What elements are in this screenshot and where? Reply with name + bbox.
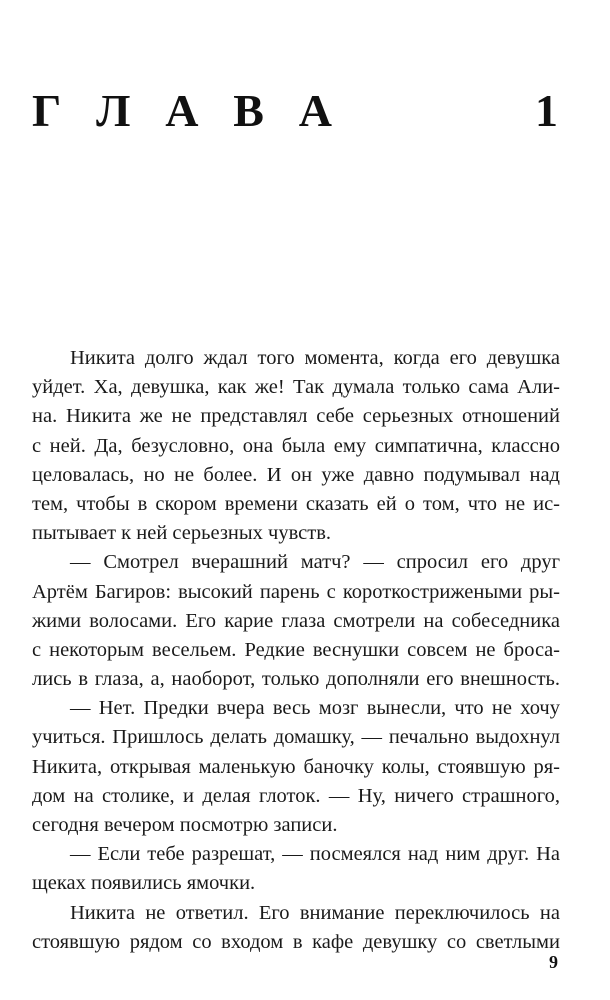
text-line: — Смотрел вчерашний матч? — спросил его друг [70,551,560,574]
text-line: на. Никита же не представлял себе серьезных отношений [32,405,560,428]
text-line: дом на столике, и делая глоток. — Ну, ничего страшного, [32,784,560,807]
text-line: щеках появились ямочки. [32,872,256,895]
text-line: пытывает к ней серьезных чувств. [32,522,332,545]
chapter-word [32,86,332,136]
chapter-heading [32,86,558,136]
text-line: жими волосами. Его карие глаза смотрели на собеседника [32,609,560,632]
text-line: уйдет. Ха, девушка, как же! Так думала только сама Али- [32,376,560,399]
chapter-letter: Л [96,85,131,136]
text-line: стоявшую рядом со входом в кафе девушку со светлыми [32,930,560,953]
text-line: с некоторым весельем. Редкие веснушки совсем не бросa- [32,638,560,661]
chapter-letter: А [298,85,332,136]
text-line: лись в глаза, а, наоборот, только дополняли его внешность. [32,668,560,691]
text-line: тем, чтобы в скором времени сказать ей о том, что не ис- [32,492,560,515]
text-line: учиться. Пришлось делать домашку, — печально выдохнул [32,726,560,749]
page-number: 9 [549,952,558,972]
text-line: Никита долго ждал того момента, когда его девушка [70,347,560,369]
chapter-number: 1 [535,85,558,136]
text-line: с ней. Да, безусловно, она была ему симпатична, классно [32,434,560,457]
text-line: — Если тебе разрешат, — посмеялся над ним друг. На [70,843,560,866]
text-line: Никита, открывая маленькую баночку колы, стоявшую ря- [32,755,560,778]
text-line: — Нет. Предки вчера весь мозг вынесли, что не хочу [70,697,560,720]
chapter-letter: Г [32,85,62,136]
body-text [32,344,560,957]
text-line: Артём Багиров: высокий парень с короткострижеными ры- [32,580,560,603]
text-line: целовалась, но не более. И он уже давно подумывал над [32,463,560,486]
chapter-letter: В [233,85,264,136]
text-line: сегодня вечером посмотрю записи. [32,814,338,836]
text-line: Никита не ответил. Его внимание переключилось на [70,901,560,924]
chapter-letter: А [165,85,199,136]
